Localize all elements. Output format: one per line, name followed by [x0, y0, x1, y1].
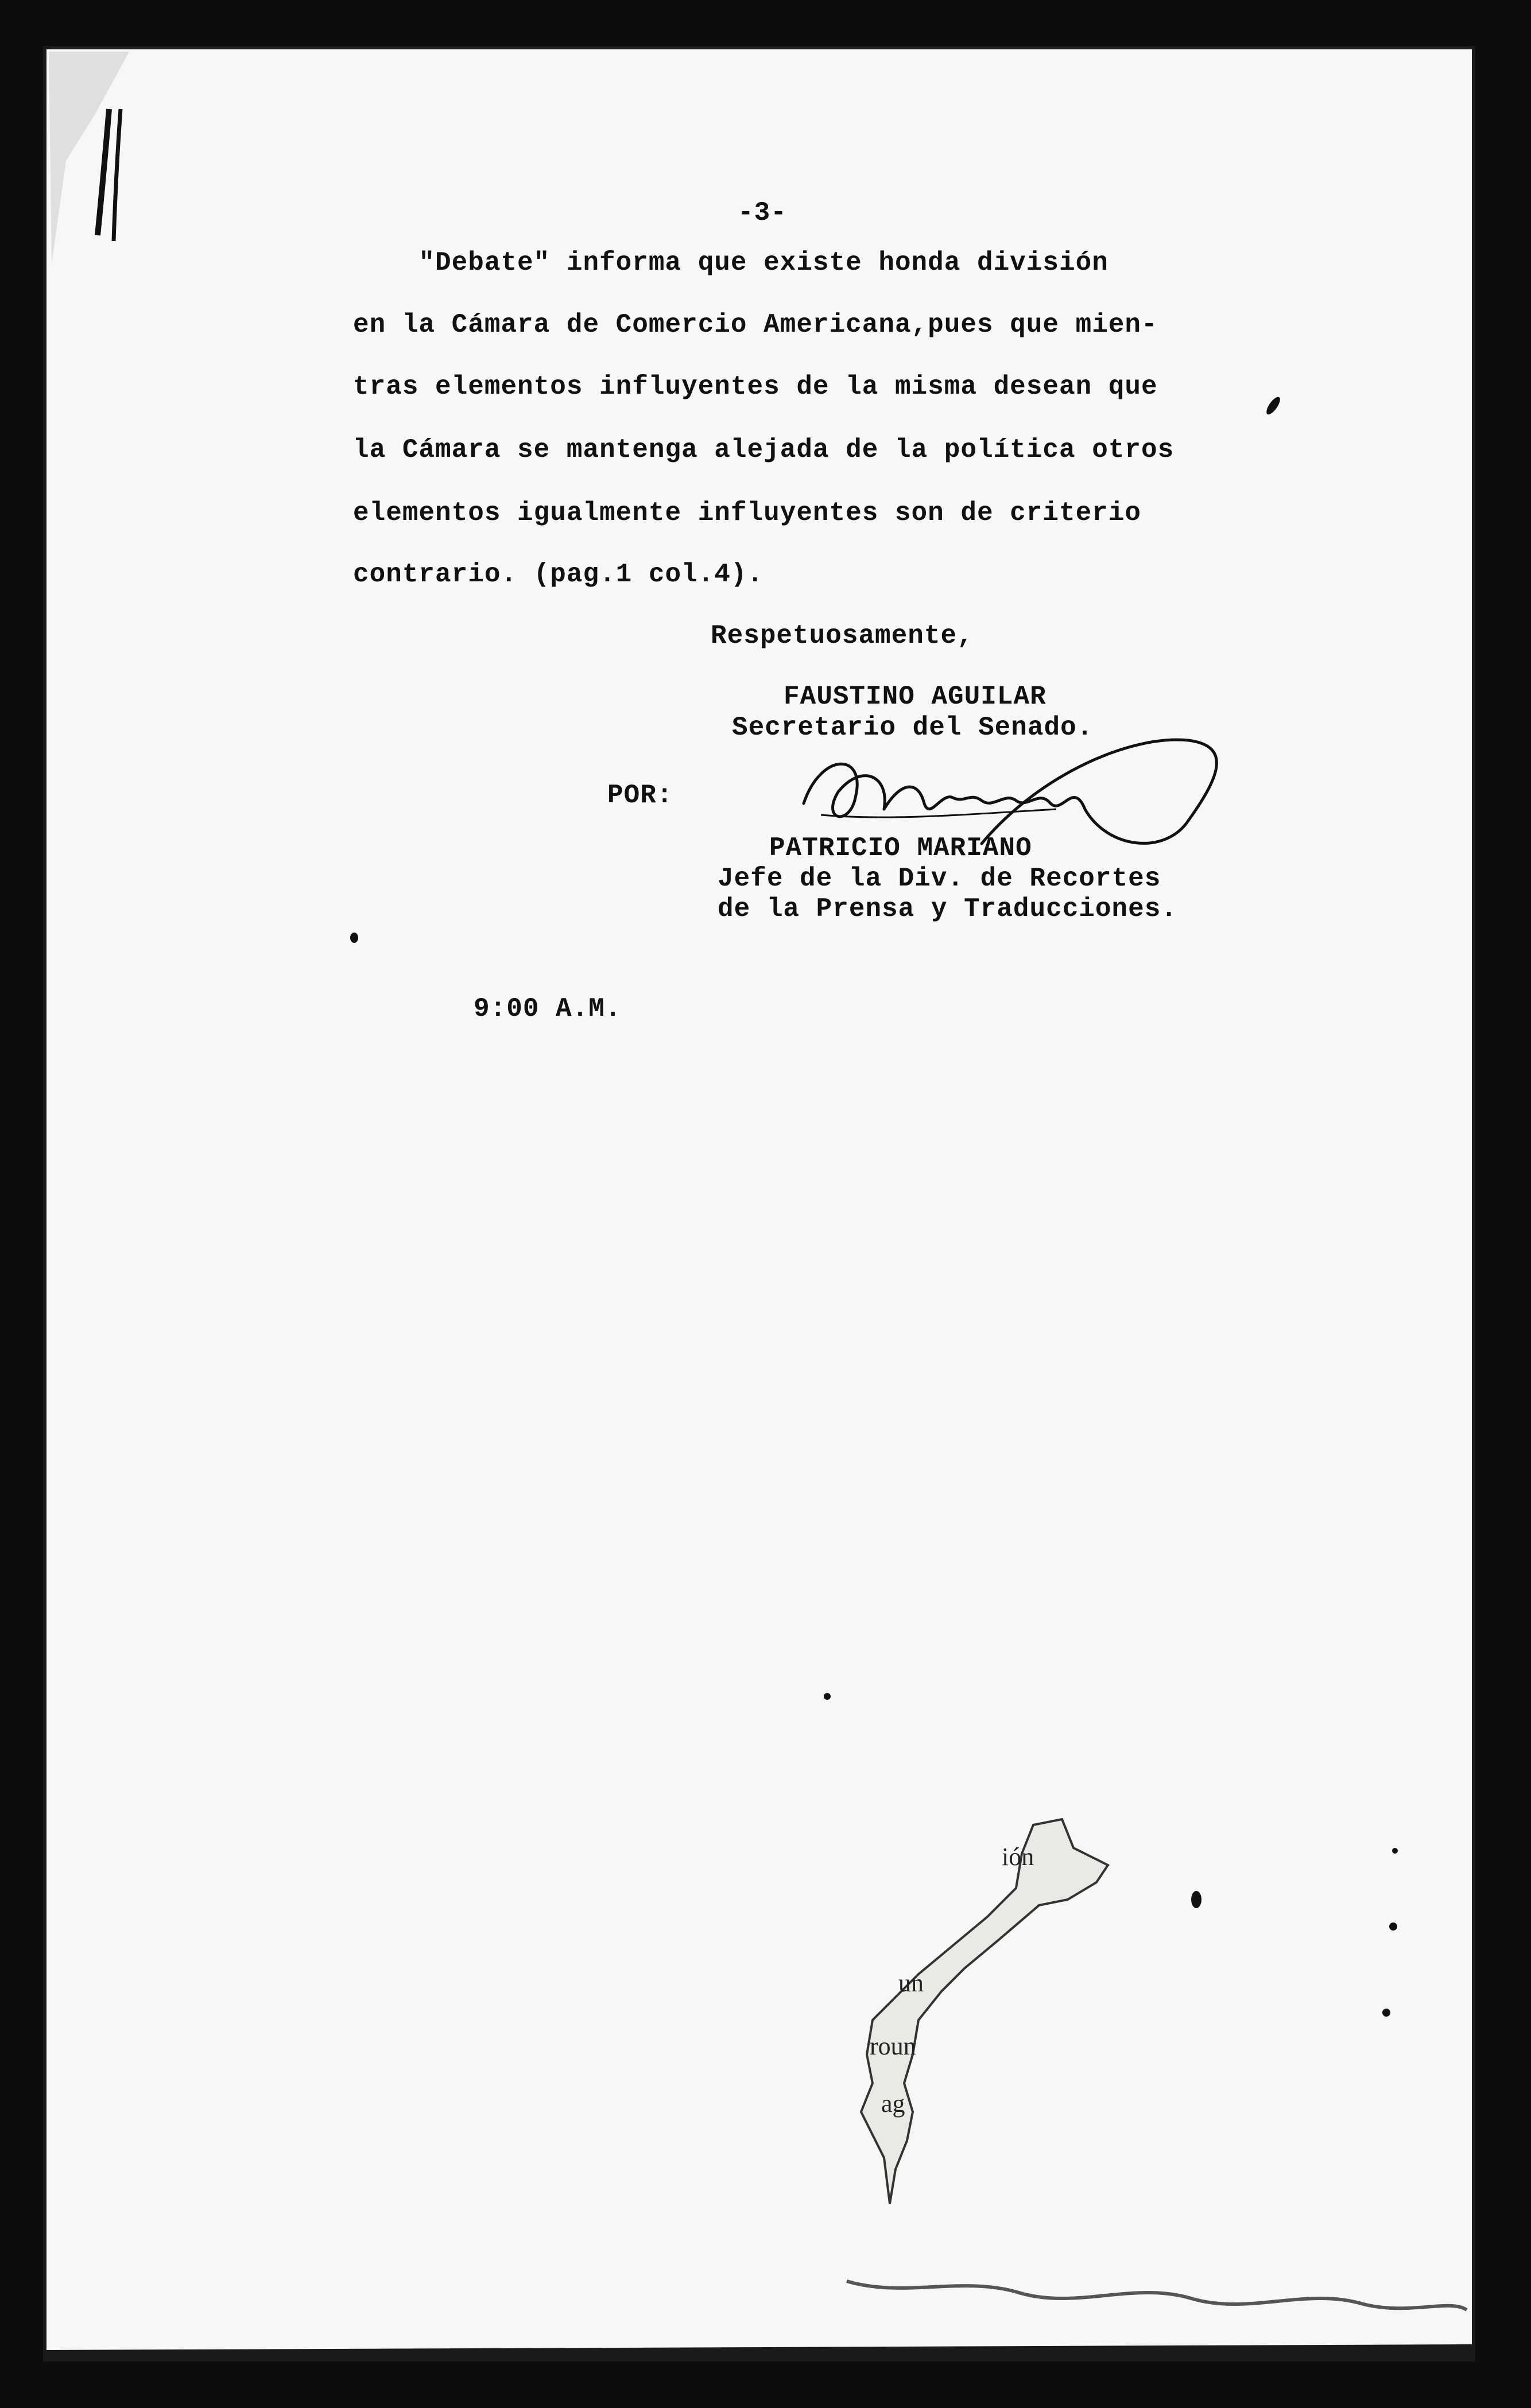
torn-fragment-2: un [898, 1969, 924, 1997]
torn-paper-area [850, 1813, 1148, 2215]
torn-fragment-1: ión [1002, 1843, 1034, 1871]
clerk-name: PATRICIO MARIANO [769, 833, 1032, 863]
damaged-bottom-edge [43, 2264, 1475, 2362]
ink-speck [1191, 1891, 1201, 1908]
body-line-4: la Cámara se mantenga alejada de la política otros [353, 435, 1175, 465]
ink-speck [1392, 1848, 1398, 1854]
por-label: POR: [607, 780, 673, 810]
closing-salutation: Respetuosamente, [711, 621, 974, 651]
ink-speck [1382, 2009, 1390, 2017]
signatory-name: FAUSTINO AGUILAR [784, 682, 1046, 712]
clerk-title-line1: Jefe de la Div. de Recortes [718, 864, 1161, 894]
body-line-6: contrario. (pag.1 col.4). [353, 560, 764, 589]
page-number: -3- [738, 198, 787, 228]
signatory-title: Secretario del Senado. [732, 713, 1094, 743]
body-line-1: "Debate" informa que existe honda división [353, 248, 1108, 278]
ink-speck [1389, 1922, 1397, 1931]
torn-fragment-4: ag [881, 2089, 905, 2118]
ink-speck [824, 1693, 831, 1700]
body-line-3: tras elementos influyentes de la misma desean que [353, 372, 1158, 402]
body-line-5: elementos igualmente influyentes son de criterio [353, 498, 1142, 528]
ink-speck [350, 933, 358, 943]
time-stamp: 9:00 A.M. [474, 994, 622, 1024]
body-line-2: en la Cámara de Comercio Americana,pues que mien- [353, 310, 1158, 340]
clerk-title-line2: de la Prensa y Traducciones. [718, 894, 1177, 924]
torn-corner-mark [43, 46, 158, 310]
torn-fragment-3: roun [870, 2032, 916, 2060]
